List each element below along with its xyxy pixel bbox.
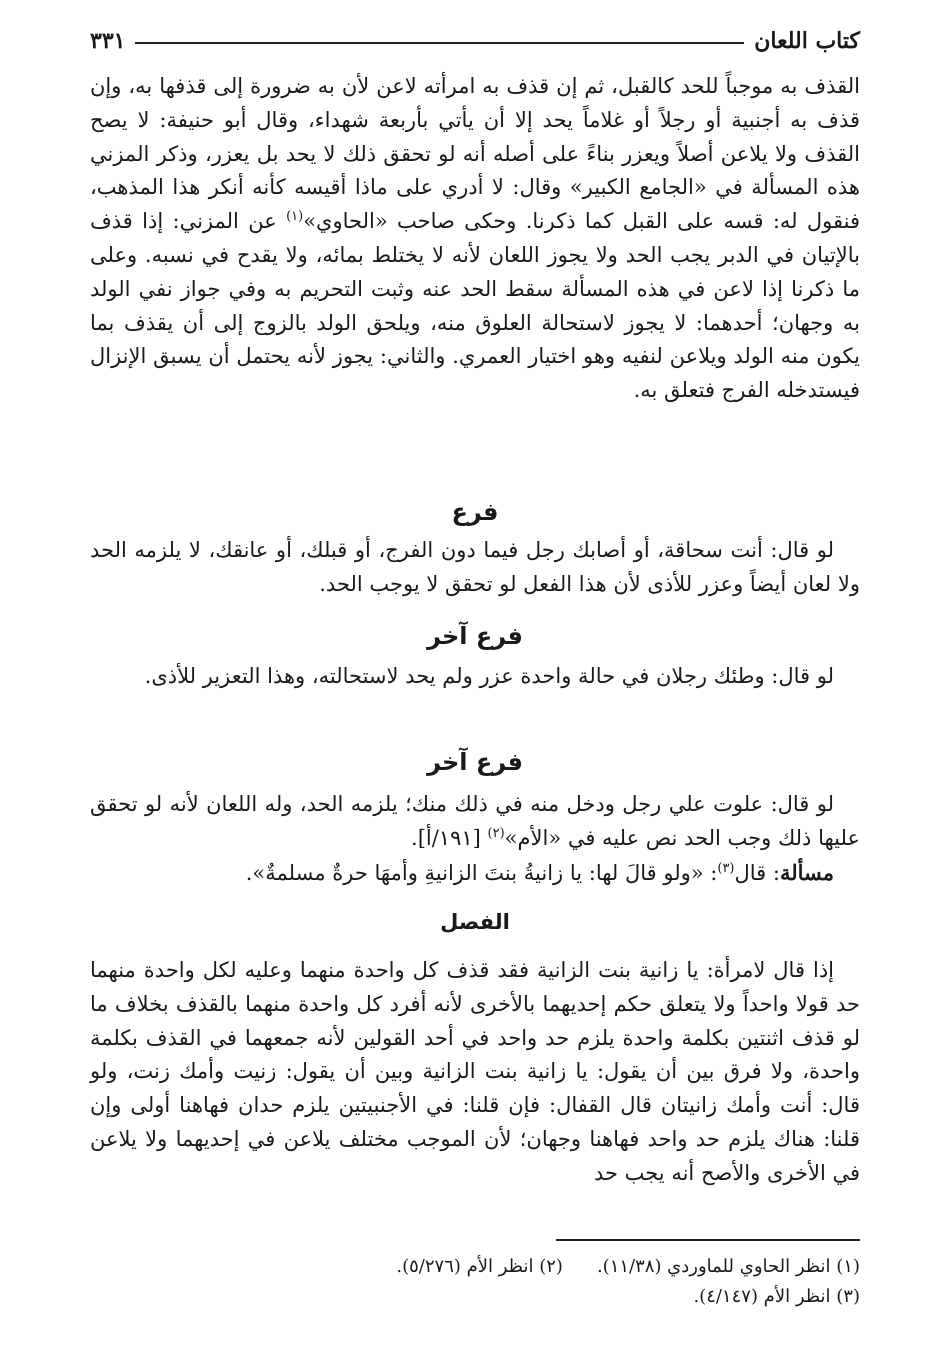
top-paragraph	[90, 70, 860, 408]
chapter-title: كتاب اللعان	[754, 28, 860, 54]
section-text: لو قال: علوت علي رجل ودخل منه في ذلك منك؛ يلزمه الحد، وله اللعان لأنه لو تحقق عليها ذلك وجب الحد نص عليه في «الأم»$^{(٢)}$ [١٩١/أ].	[90, 792, 860, 850]
section-heading: فرع آخر	[427, 748, 523, 776]
section-heading: فرع	[451, 498, 499, 526]
footnote-2: (٢) انظر الأم (٥/٢٧٦).	[396, 1256, 563, 1277]
footnote-1: (١) انظر الحاوي للماوردي (١١/٣٨).	[596, 1256, 860, 1277]
section-heading: الفصل	[440, 910, 510, 934]
masala-line: مسألة: قال$^{(٣)}$: «ولو قالَ لها: يا زانيةُ بنتَ الزانيةِ وأمهَا حرةٌ مسلمةٌ».	[245, 859, 834, 885]
footnote-3: (٣) انظر الأم (٤/١٤٧).	[693, 1286, 860, 1307]
section-far-akhar-1	[90, 622, 860, 650]
footnotes	[300, 1252, 860, 1312]
section-fasl	[90, 910, 860, 934]
masala-quote: : «ولو قالَ لها: يا زانيةُ بنتَ الزانيةِ وأمهَا حرةٌ مسلمةٌ».	[245, 860, 718, 885]
section-far	[90, 498, 860, 526]
section-text: لو قال: وطئك رجلان في حالة واحدة عزر ولم يحد لاستحالته، وهذا التعزير للأذى.	[144, 664, 834, 688]
masala-label: مسألة	[779, 859, 834, 885]
section-far-akhar-2	[90, 748, 860, 776]
header-rule	[135, 42, 744, 44]
section-heading: فرع آخر	[427, 622, 523, 650]
footnote-ref-2: (٢)	[487, 825, 505, 841]
footnote-ref-3: (٣)	[717, 860, 735, 876]
running-head	[90, 24, 860, 58]
top-paragraph-text: القذف به موجباً للحد كالقبل، ثم إن قذف به امرأته لاعن لأن به ضرورة إلى قذفها به، وإن قذف به أجنبية أو رجلاً أو غلاماً يحد إلا أن يأتي بأربعة شهداء، وقال أبو حنيفة: لا يصح القذف ولا يلاعن أصلاً ويعزر بناءً على أصله أنه لو تحقق ذلك لا يحد بل يعزر، وذكر المزني هذه المسألة في «الجامع الكبير» وقال: لا أدري على ماذا أقيسه كأنه أنكر هذا المذهب، فنقول له: قسه على القبل كما ذكرنا. وحكى صاحب «الحاوي»	[90, 74, 861, 234]
fasl-text: إذا قال لامرأة: يا زانية بنت الزانية فقد قذف كل واحدة منهما وعليه لكل واحدة منهما حد قولا واحداً ولا يتعلق حكم إحديهما بالأخرى لأنه أفرد كل واحدة منهما بالقذف بخلاف ما لو قذف اثنتين بكلمة واحدة يلزم حد واحد في أحد القولين لأنه جمعهما في القذف بكلمة واحدة، ولا فرق بين أن يقول: يا زانية بنت الزانية وبين أن يقول: زنيت وأمك زنت، ولو قال: أنت وأمك زانيتان قال القفال: فإن قلنا: في الأجنبيتين يلزم حدان فهاهنا أولى وإن قلنا: هناك يلزم حد واحد فهاهنا وجهان؛ لأن الموجب مختلف يلاعن في إحديهما ولا يلاعن في الأخرى والأصح أنه يجب حد	[90, 958, 860, 1185]
footnote-rule	[556, 1239, 860, 1241]
footnote-ref-1: (١)	[286, 209, 304, 225]
page-number: ٣٣١	[90, 28, 126, 54]
section-text: لو قال: أنت سحاقة، أو أصابك رجل فيما دون الفرج، أو قبلك، أو عانقك، لا يلزمه الحد ولا لعان أيضاً وعزر للأذى لأن هذا الفعل لو تحقق لا يوجب الحد.	[90, 538, 860, 596]
top-paragraph-cont: عن المزني: إذا قذف بالإتيان في الدبر يجب الحد ولا يجوز اللعان لأنه لا يختلط بمائه، ولا يقدح في نسبه. وعلى ما ذكرنا إذا لاعن في هذه المسألة سقط الحد عنه وثبت التحريم به وفي جواز نفي الولد به وجهان؛ أحدهما: لا يجوز لاستحالة العلوق منه، ويلحق الولد بالزوج إلى أن يقذف بما يكون منه الولد ويلاعن لنفيه وهو اختيار العمري. والثاني: يجوز لأنه يحتمل أن يسبق الإنزال فيستدخله الفرج فتعلق به.	[90, 209, 860, 403]
